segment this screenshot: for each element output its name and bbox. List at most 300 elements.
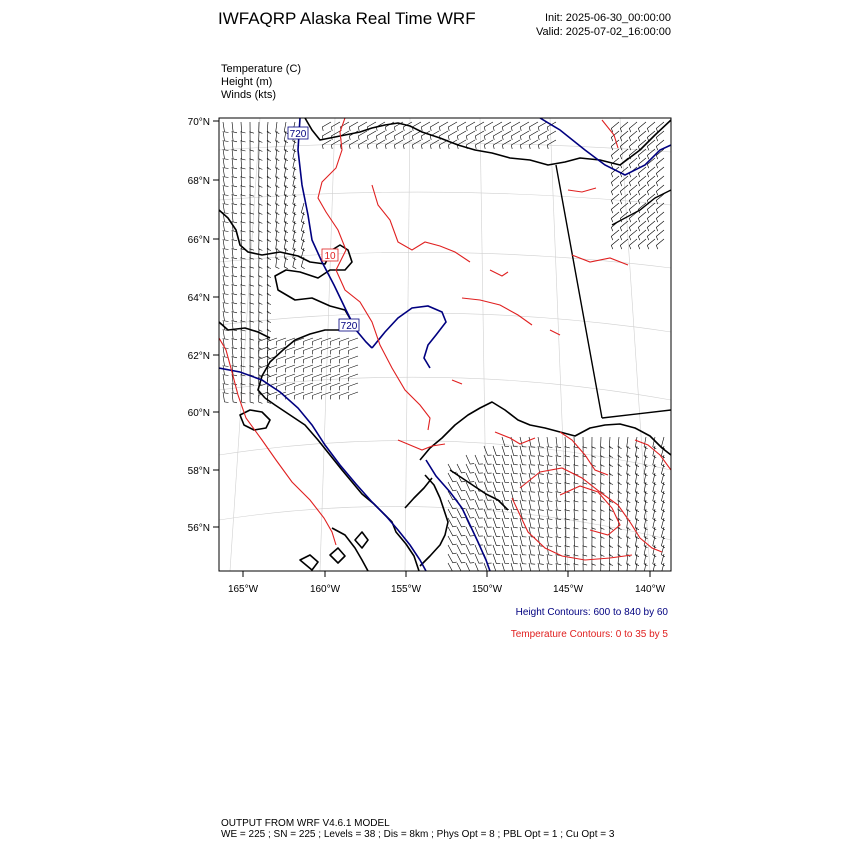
wind-barb — [322, 122, 331, 131]
height-label-north: 720 — [289, 129, 307, 140]
wind-barb — [466, 536, 474, 545]
wind-barb — [475, 473, 483, 482]
wind-barb — [475, 518, 483, 527]
wind-barb — [403, 140, 412, 149]
wind-barb — [277, 374, 286, 381]
wind-barbs — [223, 122, 665, 575]
wind-barb — [520, 500, 526, 510]
political-borders — [556, 165, 671, 418]
wind-barb — [529, 509, 535, 519]
graticule — [219, 118, 671, 571]
wind-barb — [466, 554, 474, 563]
wind-barb — [304, 347, 313, 354]
wind-barb — [520, 527, 526, 537]
wind-barb — [529, 131, 538, 140]
wind-barb — [484, 122, 493, 131]
wind-barb — [295, 347, 304, 354]
wind-barb — [259, 347, 268, 354]
wind-barb — [511, 455, 518, 465]
wind-barb — [520, 491, 526, 501]
wind-barb — [493, 518, 500, 527]
wind-barb — [620, 131, 628, 141]
temperature-contours — [219, 118, 671, 560]
wind-barb — [538, 122, 547, 131]
wind-barb — [502, 140, 511, 149]
lat-label: 56°N — [187, 523, 210, 534]
wind-barb — [268, 338, 277, 345]
wind-barb — [511, 545, 518, 555]
wind-barb — [502, 464, 509, 474]
wind-barb — [475, 140, 484, 149]
wind-barb — [268, 374, 277, 381]
wind-barb — [538, 437, 544, 447]
wind-barb — [493, 473, 500, 482]
height-contours — [219, 118, 671, 571]
wind-barb — [322, 392, 331, 399]
wind-barb — [430, 122, 439, 131]
wind-barb — [520, 131, 529, 140]
wind-barb — [656, 230, 664, 240]
wind-barb — [277, 365, 286, 372]
wind-barb — [439, 122, 448, 131]
wind-barb — [618, 437, 622, 449]
wind-barb — [349, 338, 358, 345]
wind-barb — [620, 167, 628, 177]
init-time: Init: 2025-06-30_00:00:00 — [545, 12, 671, 24]
field-temperature: Temperature (C) — [221, 63, 302, 75]
wind-barb — [331, 383, 340, 390]
longitude-axis — [243, 571, 650, 577]
wind-barb — [313, 356, 322, 363]
wind-barb — [611, 203, 619, 213]
wind-barb — [529, 122, 538, 131]
wind-barb — [340, 356, 349, 363]
wind-barb — [629, 230, 637, 240]
wind-barb — [611, 122, 619, 132]
wind-barb — [259, 356, 268, 363]
coastline — [219, 118, 671, 571]
wind-barb — [547, 131, 556, 140]
wind-barb — [638, 221, 646, 231]
wind-barb — [457, 554, 465, 563]
wind-barb — [277, 356, 286, 363]
wind-barb — [502, 131, 511, 140]
wind-barb — [448, 122, 457, 131]
wind-barb — [656, 158, 664, 168]
wind-barb — [322, 365, 331, 372]
wind-barb — [620, 239, 628, 249]
wind-barb — [611, 194, 619, 204]
wind-barb — [286, 365, 295, 372]
wind-barb — [376, 131, 385, 140]
wind-barb — [529, 455, 535, 465]
wind-barb — [511, 482, 518, 492]
wind-barb — [520, 455, 526, 465]
wind-barb — [448, 518, 457, 527]
wind-barb — [457, 482, 465, 491]
wind-barb — [295, 383, 304, 390]
wind-barb — [349, 356, 358, 363]
wind-barb — [403, 131, 412, 140]
lat-label: 62°N — [187, 351, 210, 362]
wind-barb — [629, 239, 637, 249]
wind-barb — [322, 338, 331, 345]
wind-barb — [313, 392, 322, 399]
wind-barb — [475, 509, 483, 518]
wind-barb — [611, 212, 619, 222]
wind-barb — [656, 176, 664, 186]
wind-barb — [475, 122, 484, 131]
wind-barb — [295, 365, 304, 372]
wind-barb — [277, 338, 286, 345]
wind-barb — [466, 455, 474, 464]
wind-barb — [638, 176, 646, 186]
wind-barb — [493, 446, 500, 455]
wind-barb — [629, 131, 637, 141]
wind-barb — [611, 185, 619, 195]
wind-barb — [502, 491, 509, 501]
wind-barb — [385, 131, 394, 140]
wind-barb — [268, 365, 277, 372]
wind-barb — [268, 347, 277, 354]
wind-barb — [620, 122, 628, 132]
wind-barb — [647, 221, 655, 231]
lat-label: 58°N — [187, 466, 210, 477]
wind-barb — [520, 554, 526, 564]
wind-barb — [475, 464, 483, 473]
wind-barb — [448, 554, 457, 563]
wind-barb — [241, 122, 246, 133]
wind-barb — [313, 383, 322, 390]
wind-barb — [484, 473, 492, 482]
wind-barb — [466, 545, 474, 554]
wind-barb — [349, 122, 358, 131]
wind-barb — [484, 500, 492, 509]
wind-barb — [638, 122, 646, 132]
wind-barb — [620, 149, 628, 159]
wind-barb — [529, 464, 535, 474]
wind-barb — [475, 554, 483, 563]
wind-barb — [629, 185, 637, 195]
height-legend: Height Contours: 600 to 840 by 60 — [515, 607, 668, 618]
wind-barb — [627, 437, 631, 449]
wind-barb — [647, 176, 655, 186]
wind-barb — [493, 122, 502, 131]
wind-barb — [620, 203, 628, 213]
height-label-south: 720 — [340, 321, 358, 332]
wind-barb — [466, 491, 474, 500]
wind-barb — [304, 338, 313, 345]
wind-barb — [629, 122, 637, 132]
wind-barb — [629, 221, 637, 231]
wind-barb — [421, 140, 430, 149]
wind-barb — [529, 554, 535, 564]
wind-barb — [520, 536, 526, 546]
wind-barb — [647, 185, 655, 195]
lat-label: 68°N — [187, 176, 210, 187]
wind-barb — [304, 383, 313, 390]
wind-barb — [457, 527, 465, 536]
wind-barb — [304, 365, 313, 372]
wind-barb — [457, 131, 466, 140]
wind-barb — [629, 176, 637, 186]
wind-barb — [457, 545, 465, 554]
wind-barb — [448, 482, 457, 491]
wind-barb — [475, 455, 483, 464]
wind-barb — [466, 500, 474, 509]
wind-barb — [313, 365, 322, 372]
wind-barb — [295, 392, 304, 399]
wind-barb — [349, 392, 358, 399]
wind-barb — [295, 374, 304, 381]
wind-barb — [430, 140, 439, 149]
wind-barb — [412, 140, 421, 149]
field-winds: Winds (kts) — [221, 89, 276, 101]
wind-barb — [656, 212, 664, 222]
wind-barb — [484, 131, 493, 140]
wind-barb — [653, 563, 656, 575]
wind-barb — [520, 122, 529, 131]
wind-barb — [502, 527, 509, 537]
wind-barb — [556, 437, 561, 448]
wind-barb — [529, 482, 535, 492]
wind-barb — [475, 500, 483, 509]
wind-barb — [367, 131, 376, 140]
wind-barb — [647, 239, 655, 249]
valid-time: Valid: 2025-07-02_16:00:00 — [536, 26, 671, 38]
wind-barb — [358, 140, 367, 149]
wind-barb — [629, 140, 637, 150]
wind-barb — [304, 392, 313, 399]
wind-barb — [232, 122, 237, 133]
wind-barb — [511, 527, 518, 537]
wind-barb — [394, 140, 403, 149]
wind-barb — [502, 473, 509, 483]
wind-barb — [629, 158, 637, 168]
wind-barb — [493, 140, 502, 149]
wind-barb — [647, 122, 655, 132]
wind-barb — [647, 212, 655, 222]
wind-barb — [448, 509, 457, 518]
wind-barb — [349, 383, 358, 390]
field-height: Height (m) — [221, 76, 273, 88]
wind-barb — [538, 140, 547, 149]
wind-barb — [547, 437, 552, 448]
wind-barb — [656, 167, 664, 177]
wind-barb — [457, 536, 465, 545]
wind-barb — [493, 536, 500, 545]
wind-barb — [340, 383, 349, 390]
wind-barb — [223, 122, 229, 133]
wind-barb — [611, 239, 619, 249]
wind-barb — [638, 239, 646, 249]
wind-barb — [611, 230, 619, 240]
wind-barb — [340, 392, 349, 399]
model-footer-config: WE = 225 ; SN = 225 ; Levels = 38 ; Dis = 8km ; Phys Opt = 8 ; PBL Opt = 1 ; Cu Opt = 3 — [221, 829, 615, 840]
wind-barb — [340, 347, 349, 354]
wind-barb — [484, 518, 492, 527]
wind-barb — [511, 473, 518, 483]
lon-label: 145°W — [552, 584, 584, 595]
wind-barb — [293, 257, 296, 269]
lat-label: 64°N — [187, 293, 210, 304]
wind-barb — [286, 356, 295, 363]
wind-barb — [331, 347, 340, 354]
wind-barb — [592, 437, 596, 448]
wind-barb — [520, 464, 526, 474]
lon-label: 160°W — [309, 584, 341, 595]
wind-barb — [511, 536, 518, 546]
wind-barb — [656, 203, 664, 213]
wind-barb — [448, 563, 457, 572]
wind-barb — [502, 122, 511, 131]
wind-barb — [448, 527, 457, 536]
wind-barb — [520, 473, 526, 483]
wind-barb — [448, 131, 457, 140]
wind-barb — [340, 338, 349, 345]
wind-barb — [304, 374, 313, 381]
wind-barb — [475, 131, 484, 140]
wind-barb — [638, 185, 646, 195]
wind-barb — [611, 149, 619, 159]
model-footer-title: OUTPUT FROM WRF V4.6.1 MODEL — [221, 818, 390, 829]
wind-barb — [475, 527, 483, 536]
wind-barb — [313, 347, 322, 354]
wind-barb — [448, 536, 457, 545]
temperature-label: 10 — [324, 251, 336, 262]
wind-barb — [466, 122, 475, 131]
wind-barb — [511, 518, 518, 528]
wind-barb — [349, 374, 358, 381]
wind-barb — [322, 347, 331, 354]
wind-barb — [529, 491, 535, 501]
wind-barb — [268, 392, 277, 399]
wind-barb — [493, 554, 500, 563]
wind-barb — [295, 356, 304, 363]
wind-barb — [304, 356, 313, 363]
wind-barb — [277, 383, 286, 390]
wind-barb — [520, 545, 526, 555]
wind-barb — [466, 464, 474, 473]
wind-barb — [331, 392, 340, 399]
wind-barb — [276, 122, 280, 134]
lat-label: 66°N — [187, 235, 210, 246]
wind-barb — [493, 482, 500, 491]
wind-barb — [511, 509, 518, 519]
wind-barb — [322, 356, 331, 363]
wind-barb — [349, 140, 358, 149]
wind-barb — [644, 563, 647, 575]
wind-barb — [502, 446, 509, 456]
wind-barb — [620, 230, 628, 240]
lon-label: 140°W — [634, 584, 666, 595]
plot-frame — [219, 118, 671, 571]
wind-barb — [475, 491, 483, 500]
wind-barb — [493, 464, 500, 473]
wind-barb — [376, 140, 385, 149]
wind-barb — [502, 482, 509, 492]
wind-barb — [466, 131, 475, 140]
wind-barb — [412, 131, 421, 140]
wind-barb — [511, 491, 518, 501]
wind-barb — [457, 491, 465, 500]
wind-barb — [286, 347, 295, 354]
wind-barb — [457, 122, 466, 131]
wind-barb — [466, 509, 474, 518]
wind-barb — [340, 374, 349, 381]
wind-barb — [331, 365, 340, 372]
wind-barb — [484, 482, 492, 491]
wind-barb — [349, 347, 358, 354]
wind-barb — [629, 194, 637, 204]
wind-barb — [502, 509, 509, 519]
wind-barb — [656, 239, 664, 249]
wind-barb — [583, 437, 587, 448]
wind-barb — [301, 203, 304, 215]
wind-barb — [529, 563, 535, 573]
wind-barb — [638, 230, 646, 240]
wind-barb — [502, 545, 509, 555]
wind-barb — [484, 140, 493, 149]
wind-barb — [520, 446, 526, 456]
wind-barb — [511, 446, 518, 456]
wind-barb — [340, 365, 349, 372]
wind-barb — [511, 131, 520, 140]
wind-barb — [493, 509, 500, 518]
wind-barb — [502, 554, 509, 564]
temperature-legend: Temperature Contours: 0 to 35 by 5 — [510, 629, 668, 640]
wind-barb — [502, 518, 509, 528]
plot-title: IWFAQRP Alaska Real Time WRF — [218, 9, 476, 28]
wind-barb — [538, 131, 547, 140]
wind-barb — [448, 545, 457, 554]
wind-barb — [367, 140, 376, 149]
wind-barb — [493, 131, 502, 140]
wind-barb — [250, 122, 254, 133]
wind-barb — [421, 122, 430, 131]
wind-barb — [493, 455, 500, 464]
wind-barb — [511, 554, 518, 564]
wind-barb — [647, 230, 655, 240]
wind-barb — [493, 527, 500, 536]
wind-barb — [349, 365, 358, 372]
wind-barb — [484, 545, 492, 554]
wind-barb — [331, 338, 340, 345]
wind-barb — [620, 194, 628, 204]
wind-barb — [511, 122, 520, 131]
wind-barb — [647, 203, 655, 213]
lat-label: 60°N — [187, 408, 210, 419]
wind-barb — [620, 185, 628, 195]
lon-label: 150°W — [471, 584, 503, 595]
wind-barb — [331, 374, 340, 381]
wind-barb — [457, 518, 465, 527]
lat-label: 70°N — [187, 117, 210, 128]
wind-barb — [484, 536, 492, 545]
wind-barb — [502, 455, 509, 465]
wind-barb — [394, 131, 403, 140]
wind-barb — [313, 338, 322, 345]
wind-barb — [484, 527, 492, 536]
wind-barb — [457, 464, 465, 473]
wind-barb — [638, 212, 646, 222]
wind-barb — [286, 383, 295, 390]
wind-barb — [647, 167, 655, 177]
wind-barb — [511, 464, 518, 474]
wind-barb — [502, 536, 509, 546]
wind-barb — [259, 338, 268, 345]
lon-label: 155°W — [390, 584, 422, 595]
